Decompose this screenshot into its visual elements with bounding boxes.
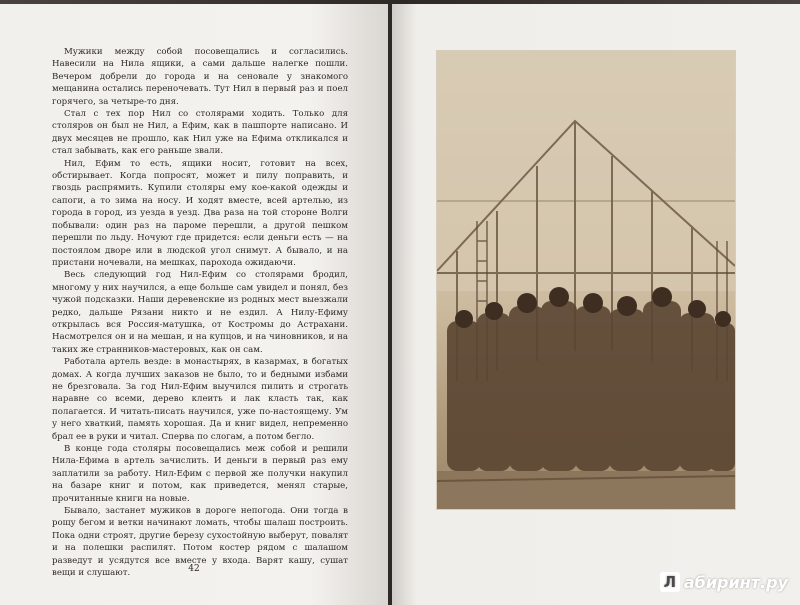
photo-frame (437, 51, 735, 509)
paragraph: Весь следующий год Нил-Ефим со столярами бродил, многому у них научился, а еще больше сам увидел и понял, без чужой подсказки. Наши деревенские из родных мест выезжали редко, дальше Рязани никто и не ездил. А Нилу-Ефиму открылась вся Россия-матушка, от Костромы до Астрахани. Насмотрелся он и на мешан, и на купцов, и на чиновников, и на таких же странников-мастеровых, как он сам. (52, 270, 348, 355)
labirint-watermark (660, 572, 788, 592)
historical-photo (437, 51, 735, 509)
paragraph: Мужики между собой посовещались и согласились. Навесили на Нила ящики, а сами дальше налегке пошли. Вечером добрели до города и на сеновале у знакомого мещанина остались переночевать. Тут Нил в первый раз и поел горячего, за четыре-то дня. (52, 47, 348, 107)
left-page (0, 4, 388, 605)
labirint-logo-icon: Л (660, 572, 680, 592)
photo-illustration (437, 51, 735, 509)
paragraph: Работала артель везде: в монастырях, в казармах, в богатых домах. А когда лучших заказов не было, то и бедными избами не брезговала. За год Нил-Ефим выучился пилить и строгать наравне со всеми, дерево клеить и лак класть так, как полагается. И читать-писать научился, уже по-настоящему. Ум у него хваткий, память хорошая. Да и книг видел, непременно брал ее в руки и читал. Сперва по слогам, а потом бегло. (52, 357, 348, 442)
paragraph: Бывало, застанет мужиков в дороге непогода. Они тогда в рощу бегом и ветки начинают ломать, чтобы шалаш построить. Пока одни строят, другие березу сухостойную выберут, повалят и на полешки распилят. Потом костер рядом с шалашом разведут и усядутся все вместе у входа. Варят кашу, сушат вещи и слушают. (52, 506, 348, 579)
watermark-text: абиринт.ру (683, 572, 788, 592)
paragraph: В конце года столяры посовещались меж собой и решили Нила-Ефима в артель зачислить. И деньги в первый раз ему заплатили за работу. Нил-Ефим с первой же получки накупил на базаре книг и потом, как приведется, менял старые, прочитанные книги на новые. (52, 444, 348, 504)
paragraph: Нил, Ефим то есть, ящики носит, готовит на всех, обстирывает. Когда попросят, может и пилу поправить, и гвоздь распрямить. Купили столяры ему кое-какой одежды и сапоги, а то зима на носу. И ходят вместе, всей артелью, из города в город, из уезда в уезд. Два раза на той стороне Волги побывали: один раз на пароме перешли, а другой пешком перешли по льду. Ночуют где придется: если деньги есть — на постоялом дворе или в людской угол снимут. А бывало, и на пристани ночевали, на мешках, парохода ожидаючи. (52, 158, 348, 268)
body-text (52, 46, 348, 579)
paragraph: Стал с тех пор Нил со столярами ходить. Только для столяров он был не Нил, а Ефим, как в пашпорте написано. И двух месяцев не прошло, как Нил уже на Ефима откликался и стал забывать, как его раньше звали. (52, 109, 348, 157)
right-page (392, 4, 800, 605)
page-number: 42 (188, 564, 200, 574)
